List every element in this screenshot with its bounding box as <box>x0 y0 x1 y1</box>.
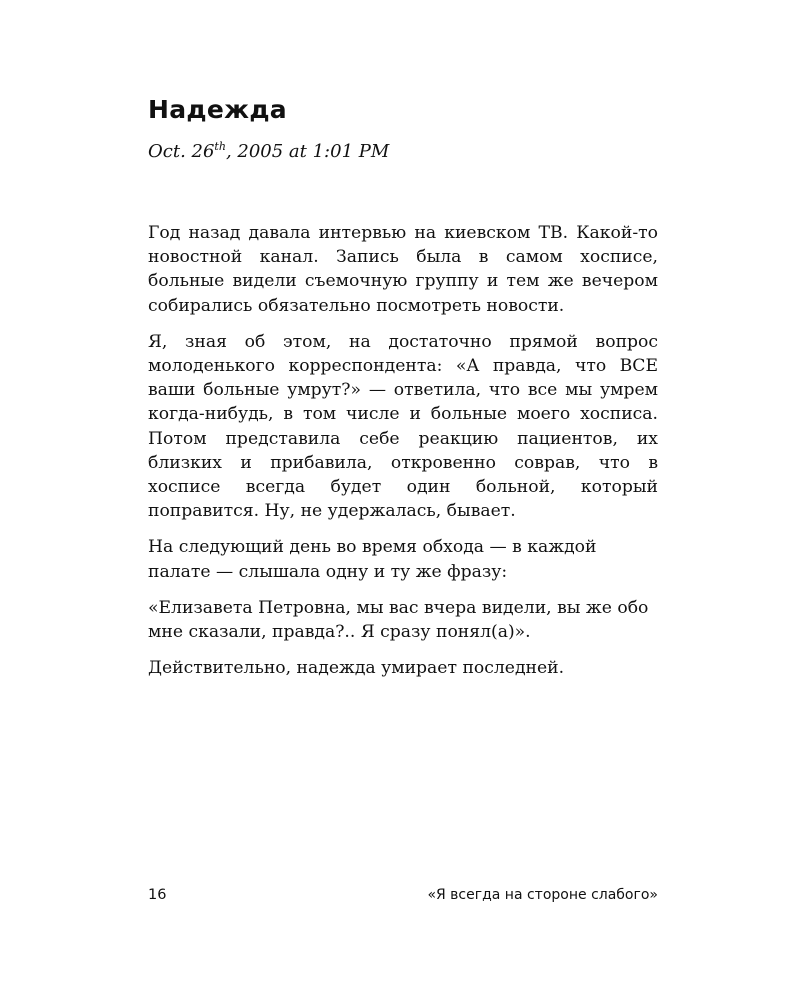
paragraph: На следующий день во время обхода — в каждой палате — слышала одну и ту же фразу: <box>148 537 597 582</box>
running-title: «Я всегда на стороне слабого» <box>427 887 658 903</box>
date-suffix: , 2005 at 1:01 PM <box>225 141 390 162</box>
page-footer <box>148 884 658 906</box>
article <box>148 92 658 692</box>
paragraph: Год назад давала интервью на киевском ТВ. Какой-то новостной канал. Запись была в самом хосписе, больные видели съемочную группу и тем же вечером собирались обязательно посмотреть новости. <box>148 223 658 316</box>
paragraph: Действительно, надежда умирает последней. <box>148 658 565 679</box>
paragraph: Я, зная об этом, на достаточно прямой вопрос молоденького корреспондента: «А правда, что ВСЕ ваши больные умрут?» — ответила, что все мы умрем когда-нибудь, в том числе и больные моего хосписа. Потом представила себе реакцию пациентов, их близких и прибавила, откровенно соврав, что в хосписе всегда будет один больной, который поправится. Ну, не удержалась, бывает. <box>148 331 658 522</box>
article-body <box>148 221 658 680</box>
article-date <box>148 140 658 164</box>
page-number: 16 <box>148 887 167 903</box>
date-ordinal: th <box>214 140 226 153</box>
article-title: Надежда <box>148 95 287 124</box>
date-prefix: Oct. 26 <box>148 141 215 162</box>
paragraph-quote: «Елизавета Петровна, мы вас вчера видели, вы же обо мне сказали, правда?.. Я сразу понял(а)». <box>148 597 649 643</box>
